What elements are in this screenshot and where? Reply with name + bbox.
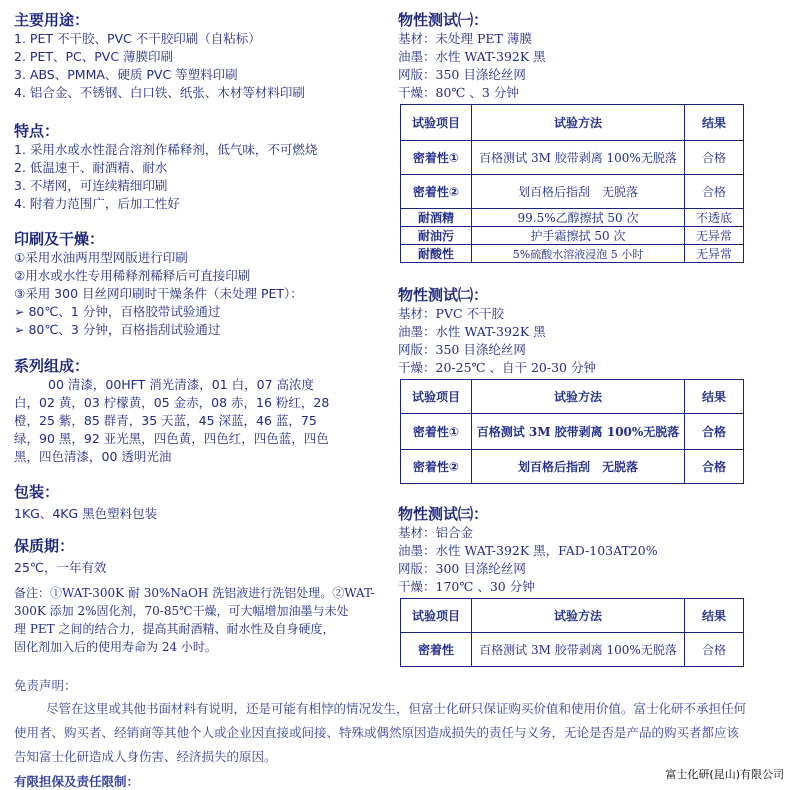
row-result: 合格 bbox=[685, 414, 744, 450]
disclaimer-line-1: 尽管在这里或其他书面材料有说明，还是可能有相悖的情况发生，但富士化研只保证购买价值和使用价值。富士化研不承担任何 bbox=[46, 701, 747, 716]
test-2-dry: 干燥：20-25℃ 、自干 20-30 分钟 bbox=[398, 360, 596, 375]
note-line-2: 300K 添加 2%固化剂，70-85℃干燥，可大幅增加油墨与未处 bbox=[14, 604, 349, 618]
series-line-2: 白，02 黄，03 柠檬黄，05 金赤，08 赤，16 粉红，28 bbox=[14, 395, 330, 410]
row-item: 密着性② bbox=[401, 450, 472, 484]
row-item: 耐酸性 bbox=[401, 245, 472, 263]
packaging-text: 1KG、4KG 黑色塑料包装 bbox=[14, 506, 158, 521]
table-header-row bbox=[401, 105, 744, 141]
row-method: 99.5%乙醇擦拭 50 次 bbox=[472, 209, 685, 227]
row-item: 密着性② bbox=[401, 175, 472, 209]
row-item: 密着性 bbox=[401, 633, 472, 667]
uses-item-1: 1. PET 不干胶、PVC 不干胶印刷（自粘标） bbox=[14, 31, 261, 46]
test-2-ink: 油墨：水性 WAT-392K 黑 bbox=[398, 324, 546, 339]
shelf-life-title: 保质期： bbox=[14, 537, 75, 555]
test-2-section bbox=[398, 285, 750, 484]
test-2-substrate: 基材：PVC 不干胶 bbox=[398, 306, 504, 321]
row-method: 百格测试 3M 胶带剥离 100%无脱落 bbox=[472, 633, 685, 667]
table-row bbox=[401, 450, 744, 484]
row-method: 百格测试 3M 胶带剥离 100%无脱落 bbox=[472, 414, 685, 450]
note-line-1: 备注：①WAT-300K 耐 30%NaOH 洗铝液进行洗铝处理。②WAT- bbox=[14, 586, 375, 600]
table-row bbox=[401, 175, 744, 209]
series-title: 系列组成： bbox=[14, 357, 90, 375]
footer bbox=[0, 668, 800, 789]
table-row bbox=[401, 414, 744, 450]
test-1-ink: 油墨：水性 WAT-392K 黑 bbox=[398, 49, 546, 64]
disclaimer-title: 免责声明： bbox=[14, 678, 77, 693]
series-line-1: 00 清漆，00HFT 消光清漆，01 白，07 高浓度 bbox=[48, 377, 315, 392]
warranty-title: 有限担保及责任限制： bbox=[14, 774, 140, 789]
test-3-dry: 干燥：170℃ 、30 分钟 bbox=[398, 579, 535, 594]
row-result: 不透底 bbox=[685, 209, 744, 227]
test-2-mesh: 网版：350 目涤纶丝网 bbox=[398, 342, 526, 357]
disclaimer-line-3: 告知富士化研造成人身伤害、经济损失的原因。 bbox=[14, 749, 277, 764]
row-method: 划百格后指刮 无脱落 bbox=[472, 175, 685, 209]
test-1-section bbox=[398, 10, 750, 263]
row-method: 划百格后指刮 无脱落 bbox=[472, 450, 685, 484]
table-row bbox=[401, 633, 744, 667]
header-method: 试验方法 bbox=[472, 599, 685, 633]
test-2-table bbox=[400, 379, 744, 484]
note-line-3: 理 PET 之间的结合力，提高其耐酒精、耐水性及自身硬度， bbox=[14, 622, 335, 636]
row-item: 密着性① bbox=[401, 414, 472, 450]
test-3-section bbox=[398, 504, 750, 667]
row-method: 护手霜擦拭 50 次 bbox=[472, 227, 685, 245]
company-name: 富士化研(昆山)有限公司 bbox=[665, 768, 784, 781]
test-1-mesh: 网版：350 目涤纶丝网 bbox=[398, 67, 526, 82]
shelf-life-text: 25℃，一年有效 bbox=[14, 560, 107, 575]
disclaimer-line-2: 使用者、购买者、经销商等其他个人或企业因直接或间接、特殊或偶然原因造成损失的责任与义务，无论是否是产品的购买者都应该 bbox=[14, 725, 740, 740]
uses-title: 主要用途： bbox=[14, 11, 90, 29]
uses-item-2: 2. PET、PC、PVC 薄膜印刷 bbox=[14, 49, 174, 64]
test-3-title: 物性测试㈢： bbox=[398, 505, 489, 523]
printing-item-2: ②用水或水性专用稀释剂稀释后可直接印刷 bbox=[14, 268, 251, 283]
row-result: 无异常 bbox=[685, 245, 744, 263]
header-method: 试验方法 bbox=[472, 380, 685, 414]
packaging-section bbox=[14, 482, 380, 523]
row-result: 合格 bbox=[685, 141, 744, 175]
test-1-substrate: 基材：未处理 PET 薄膜 bbox=[398, 31, 532, 46]
features-item-4: 4. 附着力范围广，后加工性好 bbox=[14, 196, 180, 211]
header-item: 试验项目 bbox=[401, 599, 472, 633]
test-3-table bbox=[400, 598, 744, 667]
test-2-title: 物性测试㈡： bbox=[398, 286, 489, 304]
header-result: 结果 bbox=[685, 599, 744, 633]
row-item: 耐酒精 bbox=[401, 209, 472, 227]
row-result: 无异常 bbox=[685, 227, 744, 245]
table-row bbox=[401, 227, 744, 245]
printing-item-5: ➢ 80℃、3 分钟，百格指刮试验通过 bbox=[14, 322, 221, 337]
series-line-4: 绿，90 黑，92 亚光黑，四色黄，四色红，四色蓝，四色 bbox=[14, 431, 329, 446]
test-1-dry: 干燥：80℃ 、3 分钟 bbox=[398, 85, 519, 100]
printing-item-1: ①采用水油两用型网版进行印刷 bbox=[14, 250, 188, 265]
test-1-table bbox=[400, 104, 744, 263]
table-row bbox=[401, 141, 744, 175]
packaging-title: 包装： bbox=[14, 483, 60, 501]
series-section bbox=[14, 356, 380, 466]
series-line-5: 黑，四色清漆，00 透明光油 bbox=[14, 449, 172, 464]
uses-item-4: 4. 铝合金、不锈钢、白口铁、纸张、木材等材料印刷 bbox=[14, 85, 305, 100]
header-item: 试验项目 bbox=[401, 105, 472, 141]
test-3-substrate: 基材：铝合金 bbox=[398, 525, 474, 540]
table-row bbox=[401, 245, 744, 263]
features-item-3: 3. 不堵网，可连续精细印刷 bbox=[14, 178, 168, 193]
row-method: 5%硫酸水溶液浸泡 5 小时 bbox=[472, 245, 685, 263]
row-result: 合格 bbox=[685, 633, 744, 667]
features-section bbox=[14, 121, 380, 213]
test-3-mesh: 网版：300 目涤纶丝网 bbox=[398, 561, 526, 576]
note-line-4: 固化剂加入后的使用寿命为 24 小时。 bbox=[14, 640, 217, 654]
printing-item-3: ③采用 300 目丝网印刷时干燥条件（未处理 PET）： bbox=[14, 286, 303, 301]
features-item-2: 2. 低温速干、耐酒精、耐水 bbox=[14, 160, 168, 175]
row-item: 耐油污 bbox=[401, 227, 472, 245]
printing-item-4: ➢ 80℃、1 分钟，百格胶带试验通过 bbox=[14, 304, 221, 319]
note-section bbox=[14, 584, 380, 656]
row-method: 百格测试 3M 胶带剥离 100%无脱落 bbox=[472, 141, 685, 175]
series-line-3: 橙，25 紫，85 群青，35 天蓝，45 深蓝，46 蓝，75 bbox=[14, 413, 317, 428]
uses-section bbox=[14, 10, 380, 102]
test-1-title: 物性测试㈠： bbox=[398, 11, 489, 29]
header-item: 试验项目 bbox=[401, 380, 472, 414]
uses-item-3: 3. ABS、PMMA、硬质 PVC 等塑料印刷 bbox=[14, 67, 238, 82]
features-title: 特点： bbox=[14, 122, 60, 140]
printing-section bbox=[14, 229, 380, 339]
test-3-ink: 油墨：水性 WAT-392K 黑，FAD-103AT20% bbox=[398, 543, 658, 558]
row-item: 密着性① bbox=[401, 141, 472, 175]
printing-title: 印刷及干燥： bbox=[14, 230, 105, 248]
header-result: 结果 bbox=[685, 105, 744, 141]
row-result: 合格 bbox=[685, 175, 744, 209]
table-header-row bbox=[401, 380, 744, 414]
table-header-row bbox=[401, 599, 744, 633]
features-item-1: 1. 采用水或水性混合溶剂作稀释剂，低气味，不可燃烧 bbox=[14, 142, 318, 157]
shelf-life-section bbox=[14, 536, 380, 577]
header-method: 试验方法 bbox=[472, 105, 685, 141]
table-row bbox=[401, 209, 744, 227]
header-result: 结果 bbox=[685, 380, 744, 414]
row-result: 合格 bbox=[685, 450, 744, 484]
